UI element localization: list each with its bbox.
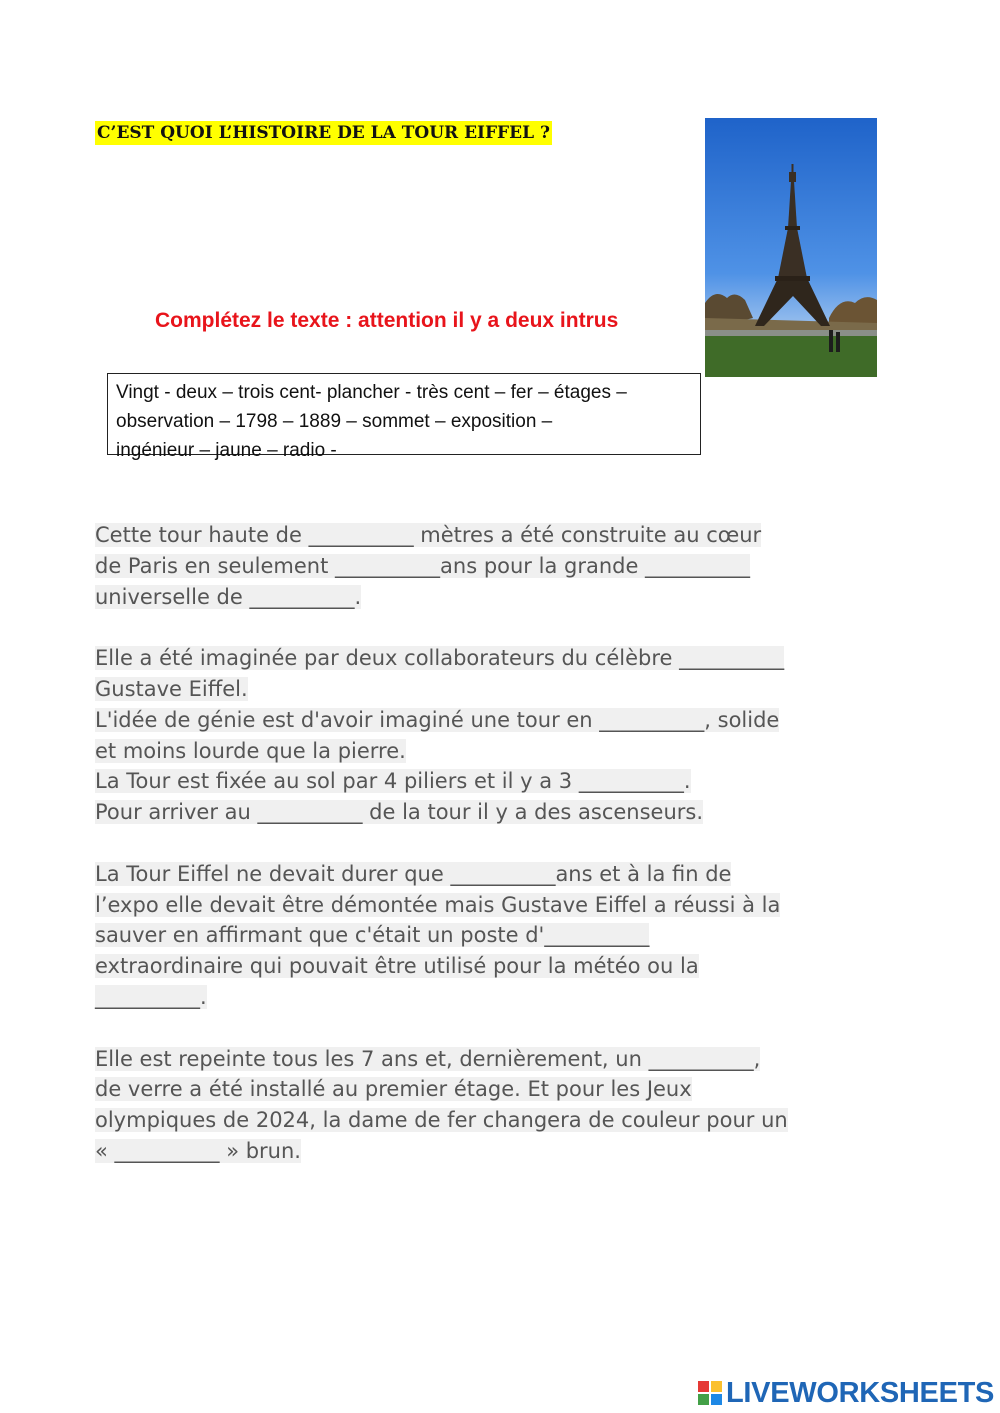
text-line: olympiques de 2024, la dame de fer changera de couleur pour un: [95, 1108, 788, 1133]
text-line: sauver en affirmant que c'était un poste d'__________: [95, 923, 650, 948]
word-bank-box: [107, 373, 701, 461]
word-bank-line: observation – 1798 – 1889 – sommet – exposition –: [116, 411, 553, 432]
text-line: Elle est repeinte tous les 7 ans et, dernièrement, un __________,: [95, 1046, 761, 1071]
fill-in-text: [95, 520, 915, 1198]
text-line: La Tour Eiffel ne devait durer que __________ans et à la fin de: [95, 861, 732, 886]
text-line: La Tour est fixée au sol par 4 piliers et il y a 3 __________.: [95, 769, 691, 794]
text-line: de verre a été installé au premier étage. Et pour les Jeux: [95, 1077, 692, 1102]
text-line: Cette tour haute de __________ mètres a été construite au cœur: [95, 523, 762, 547]
word-bank-line: ingénieur – jaune – radio -: [116, 440, 337, 461]
instruction-text: Complétez le texte : attention il y a deux intrus: [155, 309, 619, 332]
text-line: « __________ » brun.: [95, 1138, 301, 1163]
paragraph-1: [95, 520, 915, 612]
text-line: de Paris en seulement __________ans pour la grande __________: [95, 553, 751, 578]
worksheet-title: C’EST QUOI L’HISTOIRE DE LA TOUR EIFFEL ?: [97, 123, 550, 143]
text-line: L'idée de génie est d'avoir imaginé une tour en __________, solide: [95, 707, 780, 732]
paragraph-4: [95, 1044, 915, 1167]
paragraph-2: [95, 643, 915, 828]
eiffel-tower-photo: [705, 118, 877, 377]
text-line: extraordinaire qui pouvait être utilisé pour la météo ou la: [95, 954, 699, 979]
liveworksheets-logo-icon: [697, 1380, 723, 1406]
text-line: et moins lourde que la pierre.: [95, 738, 406, 763]
text-line: Gustave Eiffel.: [95, 676, 248, 701]
paragraph-3: [95, 859, 915, 1013]
text-line: l’expo elle devait être démontée mais Gustave Eiffel a réussi à la: [95, 892, 781, 917]
logo-text: LIVEWORKSHEETS: [726, 1376, 995, 1409]
liveworksheets-logo[interactable]: [697, 1377, 994, 1409]
text-line: universelle de __________.: [95, 584, 362, 609]
text-line: __________.: [95, 984, 207, 1009]
text-line: Elle a été imaginée par deux collaborateurs du célèbre __________: [95, 646, 785, 671]
text-line: Pour arriver au __________ de la tour il y a des ascenseurs.: [95, 800, 704, 825]
word-bank-line: Vingt - deux – trois cent- plancher - très cent – fer – étages –: [116, 382, 627, 403]
